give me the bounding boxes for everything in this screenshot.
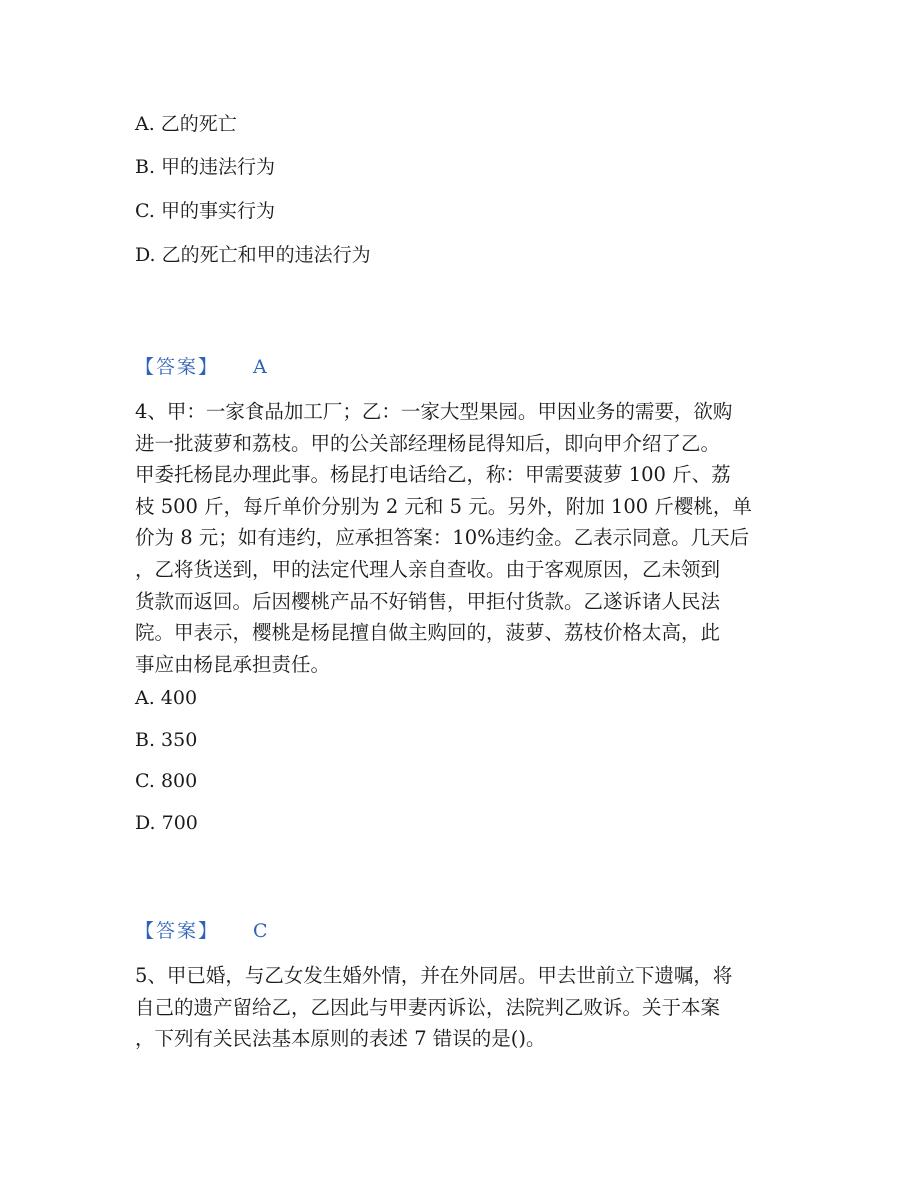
q3-option-d: D. 乙的死亡和甲的违法行为 — [135, 244, 371, 266]
question-line: 事应由杨昆承担责任。 — [135, 652, 331, 676]
question-line: 进一批菠萝和荔枝。甲的公关部经理杨昆得知后，即向甲介绍了乙。 — [135, 431, 721, 455]
q4-option-d: D. 700 — [135, 812, 198, 834]
question-4-text — [135, 396, 785, 680]
question-line: 价为 8 元；如有违约，应承担答案：10%违约金。乙表示同意。几天后 — [135, 526, 750, 550]
question-line: ，乙将货送到，甲的法定代理人亲自查收。由于客观原因，乙未领到 — [135, 557, 721, 581]
q4-option-b: B. 350 — [135, 729, 198, 751]
answer-label: 【答案】 — [135, 356, 220, 378]
q4-option-a: A. 400 — [135, 687, 198, 709]
answer-block-1 — [135, 354, 267, 380]
answer-value: A — [253, 356, 267, 378]
q3-option-a: A. 乙的死亡 — [135, 113, 237, 135]
question-line: 枝 500 斤，每斤单价分别为 2 元和 5 元。另外，附加 100 斤樱桃，单 — [135, 494, 752, 518]
q3-option-b: B. 甲的违法行为 — [135, 156, 276, 178]
question-line: 院。甲表示，樱桃是杨昆擅自做主购回的，菠萝、荔枝价格太高，此 — [135, 621, 721, 645]
question-line: 货款而返回。后因樱桃产品不好销售，甲拒付货款。乙遂诉诸人民法 — [135, 589, 721, 613]
question-line: 甲委托杨昆办理此事。杨昆打电话给乙，称：甲需要菠萝 100 斤、荔 — [135, 463, 731, 487]
question-line: 4、甲：一家食品加工厂；乙：一家大型果园。甲因业务的需要，欲购 — [135, 400, 733, 423]
question-5-text — [135, 960, 785, 1055]
question-line: 5、甲已婚，与乙女发生婚外情，并在外同居。甲去世前立下遗嘱，将 — [135, 964, 733, 987]
q4-option-c: C. 800 — [135, 770, 198, 792]
question-line: ，下列有关民法基本原则的表述 7 错误的是()。 — [135, 1027, 546, 1051]
q3-option-c: C. 甲的事实行为 — [135, 200, 275, 222]
answer-value: C — [253, 920, 268, 942]
answer-label: 【答案】 — [135, 920, 220, 942]
question-line: 自己的遗产留给乙，乙因此与甲妻丙诉讼，法院判乙败诉。关于本案 — [135, 995, 721, 1019]
answer-block-2 — [135, 918, 268, 944]
